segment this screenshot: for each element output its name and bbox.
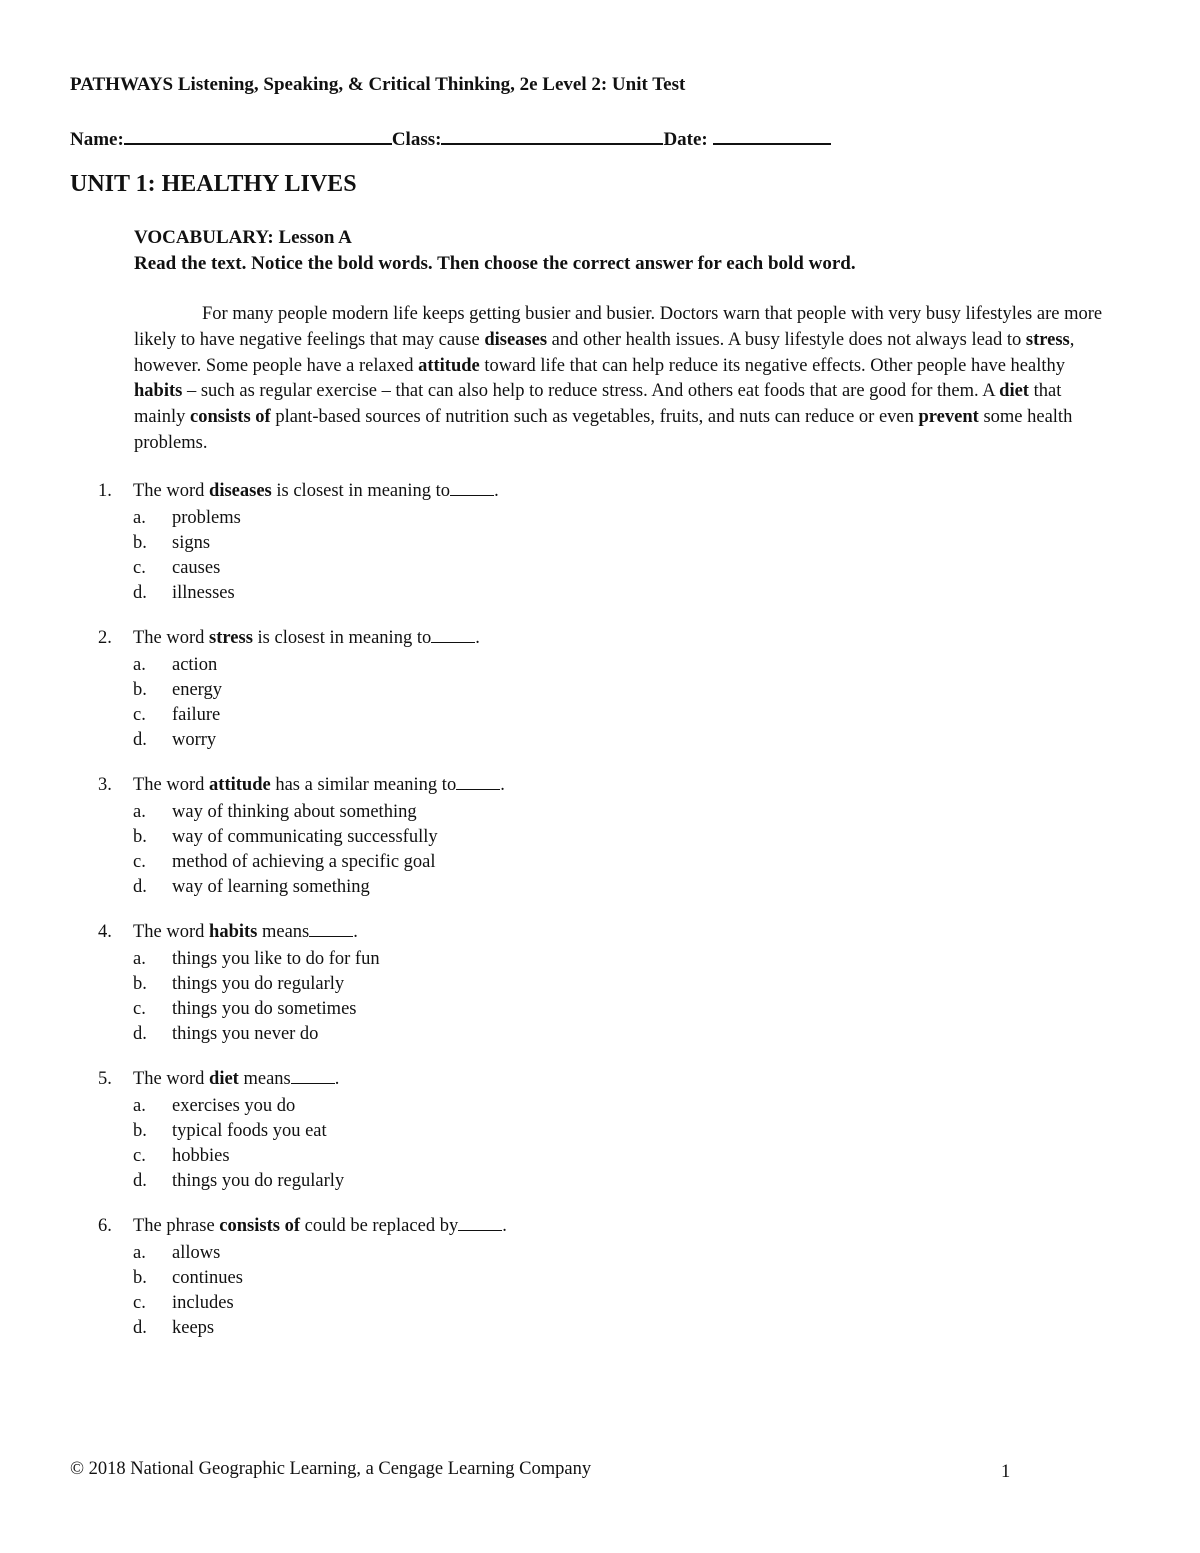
option-text: method of achieving a specific goal xyxy=(172,852,436,872)
option-a[interactable] xyxy=(0,1096,700,1121)
option-a[interactable] xyxy=(0,802,700,827)
class-field[interactable] xyxy=(441,125,663,145)
class-label: Class: xyxy=(391,129,442,150)
passage-text: that mainly xyxy=(134,381,1062,428)
question-keyword: diseases xyxy=(209,481,272,501)
option-letter: a. xyxy=(133,1096,146,1116)
passage-text: – such as regular exercise – that can also help to reduce stress. And others eat foods that are good for them. A xyxy=(182,381,1000,402)
question xyxy=(0,1216,1200,1363)
question-number: 6. xyxy=(98,1216,112,1236)
option-text: includes xyxy=(172,1293,234,1313)
option-text: way of learning something xyxy=(172,877,370,897)
option-letter: b. xyxy=(133,974,147,994)
question-prefix: The word xyxy=(133,775,210,795)
section-title: VOCABULARY: Lesson A xyxy=(134,227,352,248)
option-text: continues xyxy=(172,1268,243,1288)
bold-word: diseases xyxy=(484,329,548,350)
question-prefix: The word xyxy=(133,481,210,501)
section-instruction: Read the text. Notice the bold words. Then choose the correct answer for each bold word. xyxy=(134,253,856,274)
passage-text: , however. Some people have a relaxed xyxy=(134,329,1075,376)
question-end: . xyxy=(334,1069,340,1089)
option-b[interactable] xyxy=(0,1121,700,1146)
option-letter: c. xyxy=(133,1293,146,1313)
passage-text: some health problems. xyxy=(134,407,1073,453)
option-c[interactable] xyxy=(0,999,700,1024)
option-text: way of communicating successfully xyxy=(172,827,438,847)
question-text xyxy=(133,481,499,502)
option-text: things you do regularly xyxy=(172,974,345,994)
question-keyword: stress xyxy=(209,628,253,648)
question-text xyxy=(133,1069,339,1090)
option-letter: b. xyxy=(133,827,147,847)
option-b[interactable] xyxy=(0,680,700,705)
option-text: problems xyxy=(172,508,241,528)
question xyxy=(0,628,1200,775)
question-prefix: The word xyxy=(133,1069,210,1089)
option-letter: c. xyxy=(133,558,146,578)
option-text: worry xyxy=(172,730,217,750)
answer-blank[interactable] xyxy=(309,922,353,937)
passage-paragraph xyxy=(134,302,1109,457)
question-suffix: means xyxy=(238,1069,291,1089)
reading-passage xyxy=(134,302,1109,457)
date-field[interactable] xyxy=(713,125,831,145)
question-number: 4. xyxy=(98,922,112,942)
option-d[interactable] xyxy=(0,877,700,902)
option-text: causes xyxy=(172,558,221,578)
option-letter: a. xyxy=(133,655,146,675)
option-letter: c. xyxy=(133,999,146,1019)
option-text: signs xyxy=(172,533,211,553)
option-c[interactable] xyxy=(0,1293,700,1318)
question-text xyxy=(133,628,480,649)
option-a[interactable] xyxy=(0,949,700,974)
question-prefix: The phrase xyxy=(133,1216,220,1236)
option-a[interactable] xyxy=(0,655,700,680)
option-text: hobbies xyxy=(172,1146,230,1166)
question-number: 3. xyxy=(98,775,112,795)
question-suffix: has a similar meaning to xyxy=(270,775,457,795)
name-label: Name: xyxy=(70,129,124,150)
question-end: . xyxy=(502,1216,507,1236)
option-text: allows xyxy=(172,1243,221,1263)
answer-blank[interactable] xyxy=(431,628,475,643)
bold-word: attitude xyxy=(418,355,480,376)
answer-blank[interactable] xyxy=(458,1216,502,1231)
question-keyword: diet xyxy=(209,1069,239,1089)
option-b[interactable] xyxy=(0,827,700,852)
option-b[interactable] xyxy=(0,533,700,558)
option-b[interactable] xyxy=(0,1268,700,1293)
option-text: energy xyxy=(172,680,222,700)
option-letter: d. xyxy=(133,1024,147,1044)
question-text xyxy=(133,922,358,943)
question xyxy=(0,1069,1200,1216)
question-prefix: The word xyxy=(133,922,210,942)
question-prefix: The word xyxy=(133,628,210,648)
option-c[interactable] xyxy=(0,852,700,877)
question-end: . xyxy=(475,628,480,648)
option-text: illnesses xyxy=(172,583,235,603)
answer-blank[interactable] xyxy=(450,481,494,496)
page-number: 1 xyxy=(1001,1462,1011,1482)
option-b[interactable] xyxy=(0,974,700,999)
name-field[interactable] xyxy=(124,125,392,145)
option-letter: d. xyxy=(133,730,147,750)
option-text: things you do sometimes xyxy=(172,999,357,1019)
date-label: Date: xyxy=(663,129,708,150)
option-text: things you do regularly xyxy=(172,1171,345,1191)
question-suffix: means xyxy=(257,922,310,942)
option-text: way of thinking about something xyxy=(172,802,417,822)
question-end: . xyxy=(353,922,358,942)
copyright-footer: © 2018 National Geographic Learning, a Cengage Learning Company xyxy=(70,1459,592,1479)
answer-blank[interactable] xyxy=(291,1069,335,1084)
bold-word: diet xyxy=(999,381,1029,402)
unit-title: UNIT 1: HEALTHY LIVES xyxy=(70,171,357,197)
question-suffix: is closest in meaning to xyxy=(252,628,432,648)
option-text: things you like to do for fun xyxy=(172,949,380,969)
option-d[interactable] xyxy=(0,1318,700,1343)
passage-text: For many people modern life keeps getting busier and busier. Doctors warn that people with very busy lifestyles are more likely to have negative feelings that may cause xyxy=(134,304,1103,350)
question-suffix: is closest in meaning to xyxy=(271,481,451,501)
passage-text: and other health issues. A busy lifestyle does not always lead to xyxy=(547,329,1026,350)
option-letter: a. xyxy=(133,508,146,528)
question-text xyxy=(133,1216,507,1237)
option-letter: d. xyxy=(133,877,147,897)
question-number: 2. xyxy=(98,628,112,648)
question-number: 1. xyxy=(98,481,112,501)
option-a[interactable] xyxy=(0,508,700,533)
option-letter: c. xyxy=(133,705,146,725)
option-text: things you never do xyxy=(172,1024,319,1044)
option-letter: a. xyxy=(133,1243,146,1263)
question xyxy=(0,775,1200,922)
passage-text: toward life that can help reduce its negative effects. Other people have healthy xyxy=(479,355,1065,376)
bold-word: consists of xyxy=(190,407,271,428)
option-letter: a. xyxy=(133,949,146,969)
option-text: action xyxy=(172,655,218,675)
question-text xyxy=(133,775,505,796)
option-letter: d. xyxy=(133,583,147,603)
answer-blank[interactable] xyxy=(456,775,500,790)
question xyxy=(0,922,1200,1069)
option-text: typical foods you eat xyxy=(172,1121,327,1141)
bold-word: prevent xyxy=(918,407,979,428)
document-header: PATHWAYS Listening, Speaking, & Critical Thinking, 2e Level 2: Unit Test xyxy=(70,74,686,95)
question xyxy=(0,481,1200,628)
option-d[interactable] xyxy=(0,1024,700,1049)
bold-word: stress xyxy=(1025,329,1070,350)
question-keyword: attitude xyxy=(209,775,271,795)
option-letter: b. xyxy=(133,533,147,553)
option-letter: d. xyxy=(133,1318,147,1338)
passage-text: plant-based sources of nutrition such as vegetables, fruits, and nuts can reduce or even xyxy=(270,407,919,428)
option-letter: b. xyxy=(133,1268,147,1288)
option-letter: c. xyxy=(133,852,146,872)
option-letter: a. xyxy=(133,802,146,822)
question-end: . xyxy=(500,775,505,795)
question-keyword: consists of xyxy=(219,1216,300,1236)
option-d[interactable] xyxy=(0,730,700,755)
question-end: . xyxy=(494,481,499,501)
student-info-fields xyxy=(70,125,831,151)
option-d[interactable] xyxy=(0,1171,700,1196)
option-d[interactable] xyxy=(0,583,700,608)
question-suffix: could be replaced by xyxy=(299,1216,459,1236)
question-list xyxy=(0,481,1200,1363)
option-letter: b. xyxy=(133,1121,147,1141)
option-letter: d. xyxy=(133,1171,147,1191)
option-c[interactable] xyxy=(0,705,700,730)
option-a[interactable] xyxy=(0,1243,700,1268)
bold-word: habits xyxy=(134,381,183,402)
question-keyword: habits xyxy=(209,922,258,942)
option-letter: c. xyxy=(133,1146,146,1166)
option-c[interactable] xyxy=(0,1146,700,1171)
option-text: keeps xyxy=(172,1318,215,1338)
option-text: exercises you do xyxy=(172,1096,296,1116)
option-c[interactable] xyxy=(0,558,700,583)
option-text: failure xyxy=(172,705,221,725)
question-number: 5. xyxy=(98,1069,112,1089)
option-letter: b. xyxy=(133,680,147,700)
